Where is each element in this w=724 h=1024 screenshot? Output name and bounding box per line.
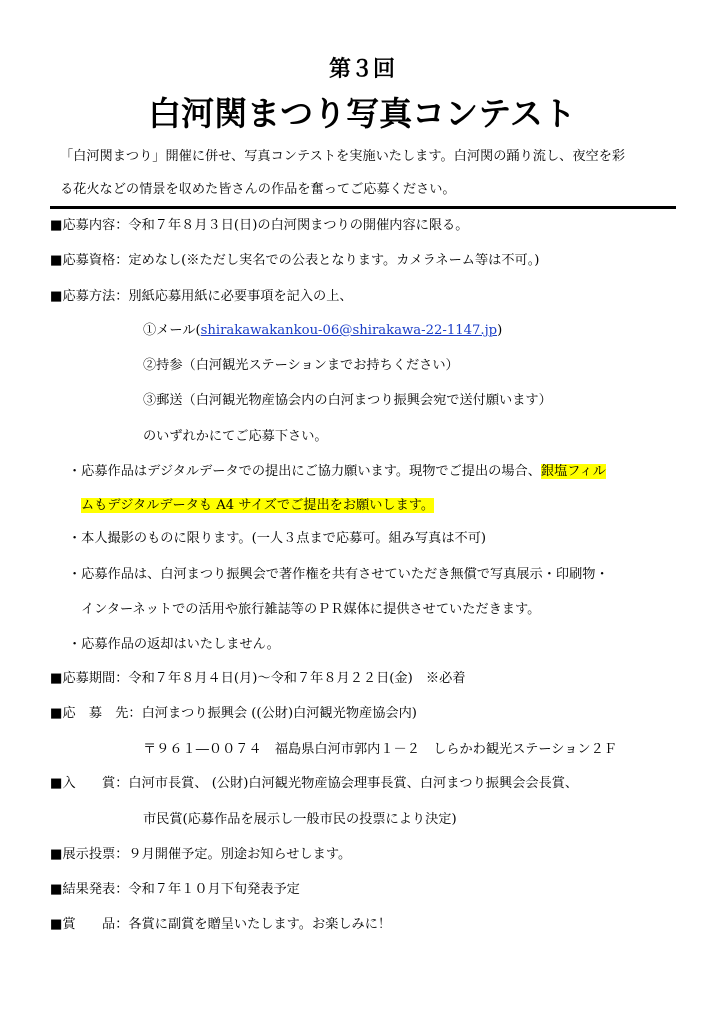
eligibility-text: 定めなし(※ただし実名での公表となります。カメラネーム等は不可。) <box>128 253 540 268</box>
method-label: ■応募方法： <box>50 289 129 304</box>
digital-note-line-1 <box>68 463 606 481</box>
exhibit-label: ■展示投票： <box>50 847 129 862</box>
intro-line-2: る花火などの情景を収めた皆さんの作品を奮ってご応募ください。 <box>60 182 456 197</box>
method-post: ③郵送（白河観光物産協会内の白河まつり振興会宛で送付願います） <box>143 393 552 408</box>
prize-row <box>50 916 391 934</box>
awards-label: ■入 賞： <box>50 776 129 791</box>
destination-row <box>50 705 417 723</box>
own-work-note: ・本人撮影のものに限ります。(一人３点まで応募可。組み写真は不可) <box>68 531 487 546</box>
entry-content-label: ■応募内容： <box>50 218 129 233</box>
destination-address: 〒９６１―００７４ 福島県白河市郭内１－２ しらかわ観光ステーション２Ｆ <box>143 742 617 757</box>
destination-label: ■応 募 先： <box>50 706 142 721</box>
eligibility-label: ■応募資格： <box>50 253 129 268</box>
period-row <box>50 670 465 688</box>
method-bring: ②持参（白河観光ステーションまでお持ちください） <box>143 358 459 373</box>
awards-line-2: 市民賞(応募作品を展示し一般市民の投票により決定) <box>143 812 457 827</box>
highlight-a4-size: ムもデジタルデータも A4 サイズでご提出をお願いします。 <box>81 498 435 513</box>
section-divider <box>50 206 676 209</box>
email-link[interactable]: shirakawakankou-06@shirakawa-22-1147.jp <box>200 323 498 338</box>
entry-content-row <box>50 217 468 235</box>
results-text: 令和７年１０月下旬発表予定 <box>128 882 300 897</box>
results-row <box>50 881 300 899</box>
awards-row <box>50 775 578 793</box>
no-return-note: ・応募作品の返却はいたしません。 <box>68 637 280 652</box>
method-text: 別紙応募用紙に必要事項を記入の上、 <box>128 289 353 304</box>
mail-prefix: ①メール( <box>143 323 201 338</box>
prize-label: ■賞 品： <box>50 917 129 932</box>
page-title: 白河関まつり写真コンテスト <box>148 94 576 133</box>
prize-text: 各賞に副賞を贈呈いたします。お楽しみに！ <box>128 917 392 932</box>
entry-content-text: 令和７年８月３日(日)の白河関まつりの開催内容に限る。 <box>128 218 469 233</box>
method-mail <box>143 322 502 340</box>
highlight-silver-film: 銀塩フィル <box>540 464 606 479</box>
method-closing: のいずれかにてご応募下さい。 <box>143 429 328 444</box>
digital-note-text: ・応募作品はデジタルデータでの提出にご協力願います。現物でご提出の場合、 <box>68 464 541 479</box>
copyright-note-line-2: インターネットでの活用や旅行雑誌等のＰＲ媒体に提供させていただきます。 <box>81 602 541 617</box>
intro-line-1: 「白河関まつり」開催に併せ、写真コンテストを実施いたします。白河関の踊り流し、夜空を彩 <box>60 149 626 164</box>
exhibit-row <box>50 846 351 864</box>
copyright-note-line-1: ・応募作品は、白河まつり振興会で著作権を共有させていただき無償で写真展示・印刷物・ <box>68 567 609 582</box>
method-row <box>50 288 353 306</box>
exhibit-text: ９月開催予定。別途お知らせします。 <box>128 847 352 862</box>
eligibility-row <box>50 252 539 270</box>
destination-text: 白河まつり振興会 ((公財)白河観光物産協会内) <box>141 706 417 721</box>
digital-note-line-2 <box>81 497 434 515</box>
mail-suffix: ) <box>497 323 503 338</box>
period-label: ■応募期間： <box>50 671 129 686</box>
awards-text: 白河市長賞、 (公財)白河観光物産協会理事長賞、白河まつり振興会会長賞、 <box>128 776 579 791</box>
period-text: 令和７年８月４日(月)～令和７年８月２２日(金) ※必着 <box>128 671 466 686</box>
results-label: ■結果発表： <box>50 882 129 897</box>
contest-edition: 第３回 <box>328 56 395 82</box>
